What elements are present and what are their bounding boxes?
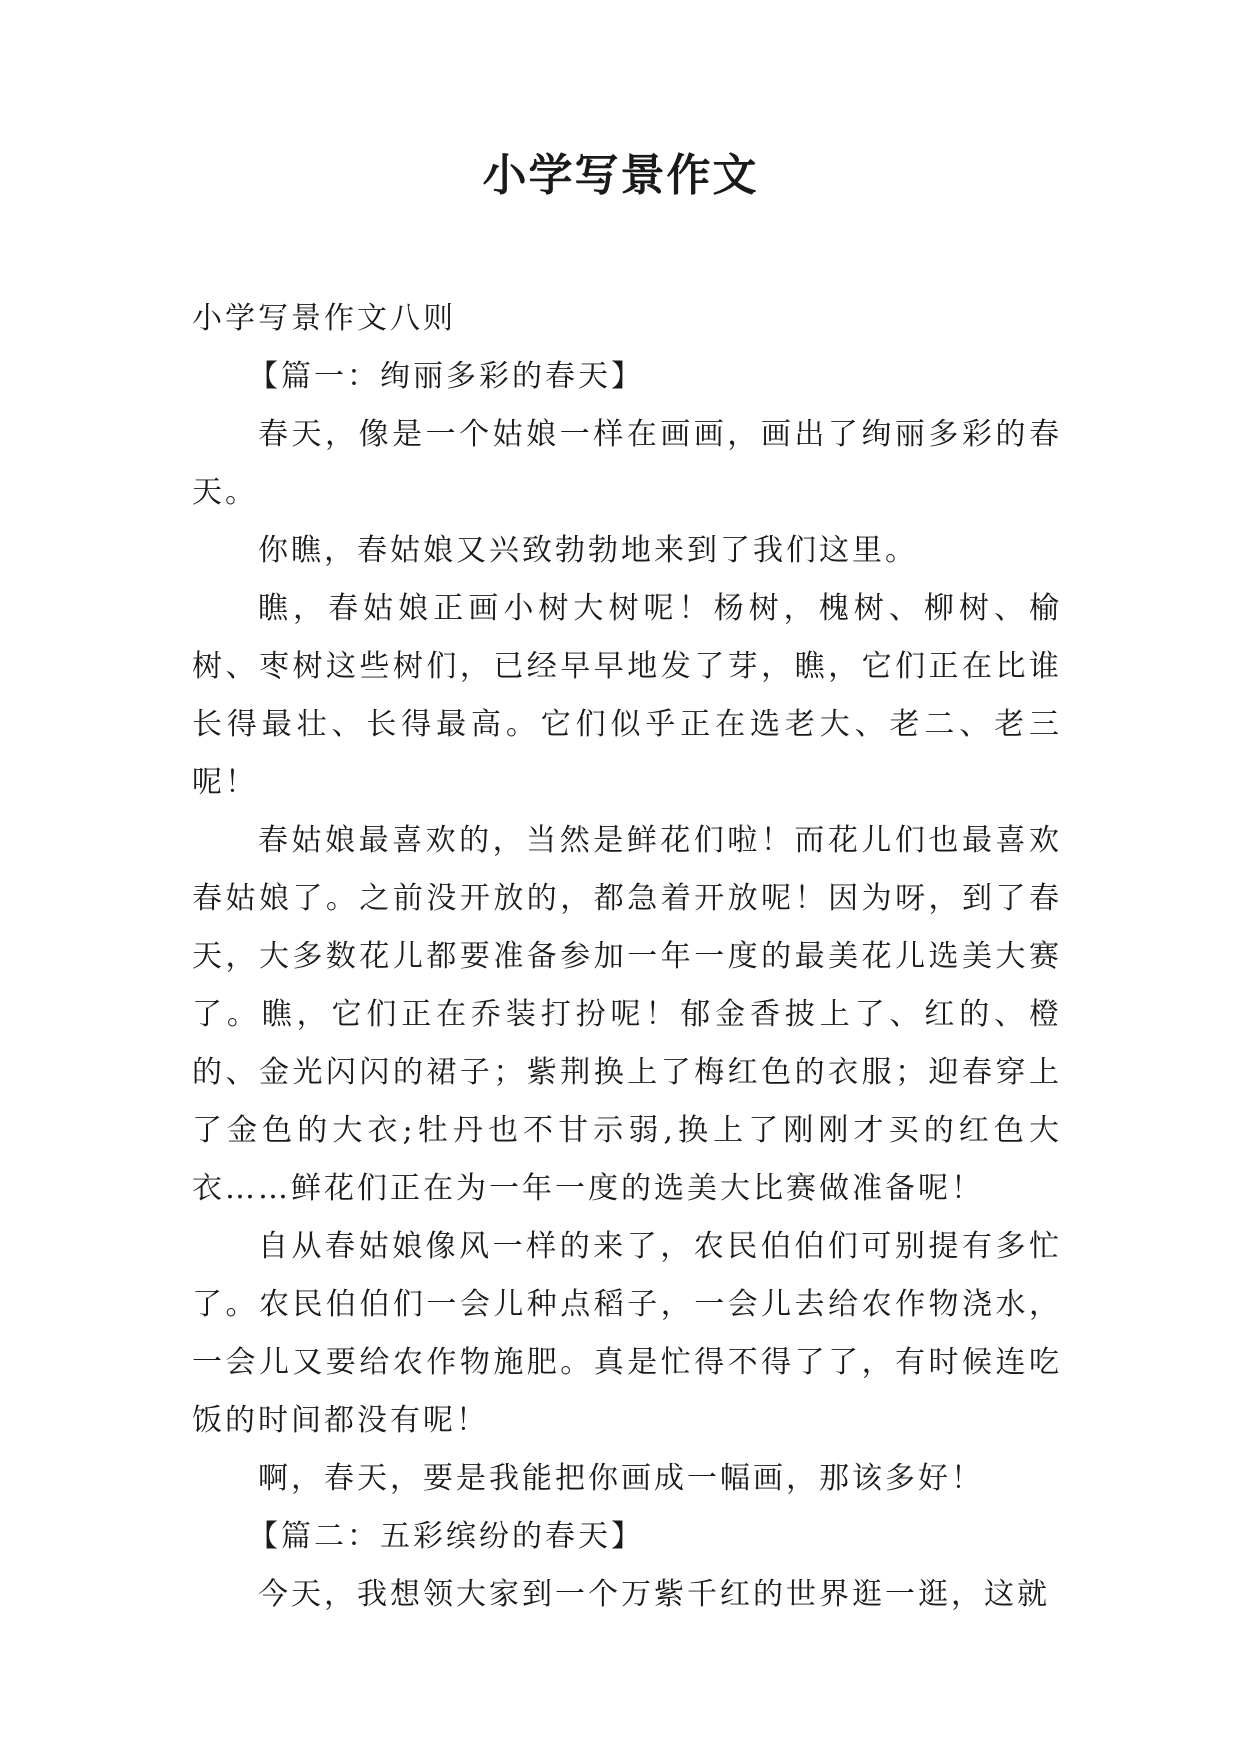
section-heading-2: 【篇二：五彩缤纷的春天】 [248,1519,644,1554]
paragraph: 瞧，春姑娘正画小树大树呢！杨树，槐树、柳树、榆树、枣树这些树们，已经早早地发了芽，瞧，它们正在比谁长得最壮、长得最高。它们似乎正在选老大、老二、老三呢！ [192,591,1062,800]
paragraph: 自从春姑娘像风一样的来了，农民伯伯们可别提有多忙了。农民伯伯们一会儿种点稻子，一会儿去给农作物浇水，一会儿又要给农作物施肥。真是忙得不得了了，有时候连吃饭的时间都没有呢！ [192,1229,1062,1438]
paragraph: 啊，春天，要是我能把你画成一幅画，那该多好！ [258,1461,984,1496]
document-subtitle: 小学写景作文八则 [192,301,456,336]
document-body [192,290,1062,1624]
paragraph: 今天，我想领大家到一个万紫千红的世界逛一逛，这就 [258,1577,1050,1612]
paragraph: 你瞧，春姑娘又兴致勃勃地来到了我们这里。 [258,533,918,568]
paragraph: 春姑娘最喜欢的，当然是鲜花们啦！而花儿们也最喜欢春姑娘了。之前没开放的，都急着开放呢！因为呀，到了春天，大多数花儿都要准备参加一年一度的最美花儿选美大赛了。瞧，它们正在乔装打扮呢！郁金香披上了、红的、橙的、金光闪闪的裙子；紫荆换上了梅红色的衣服；迎春穿上了金色的大衣;牡丹也不甘示弱,换上了刚刚才买的红色大衣……鲜花们正在为一年一度的选美大比赛做准备呢！ [192,823,1062,1206]
document-title: 小学写景作文 [482,150,759,201]
paragraph: 春天，像是一个姑娘一样在画画，画出了绚丽多彩的春天。 [192,417,1062,510]
section-heading-1: 【篇一：绚丽多彩的春天】 [248,359,644,394]
